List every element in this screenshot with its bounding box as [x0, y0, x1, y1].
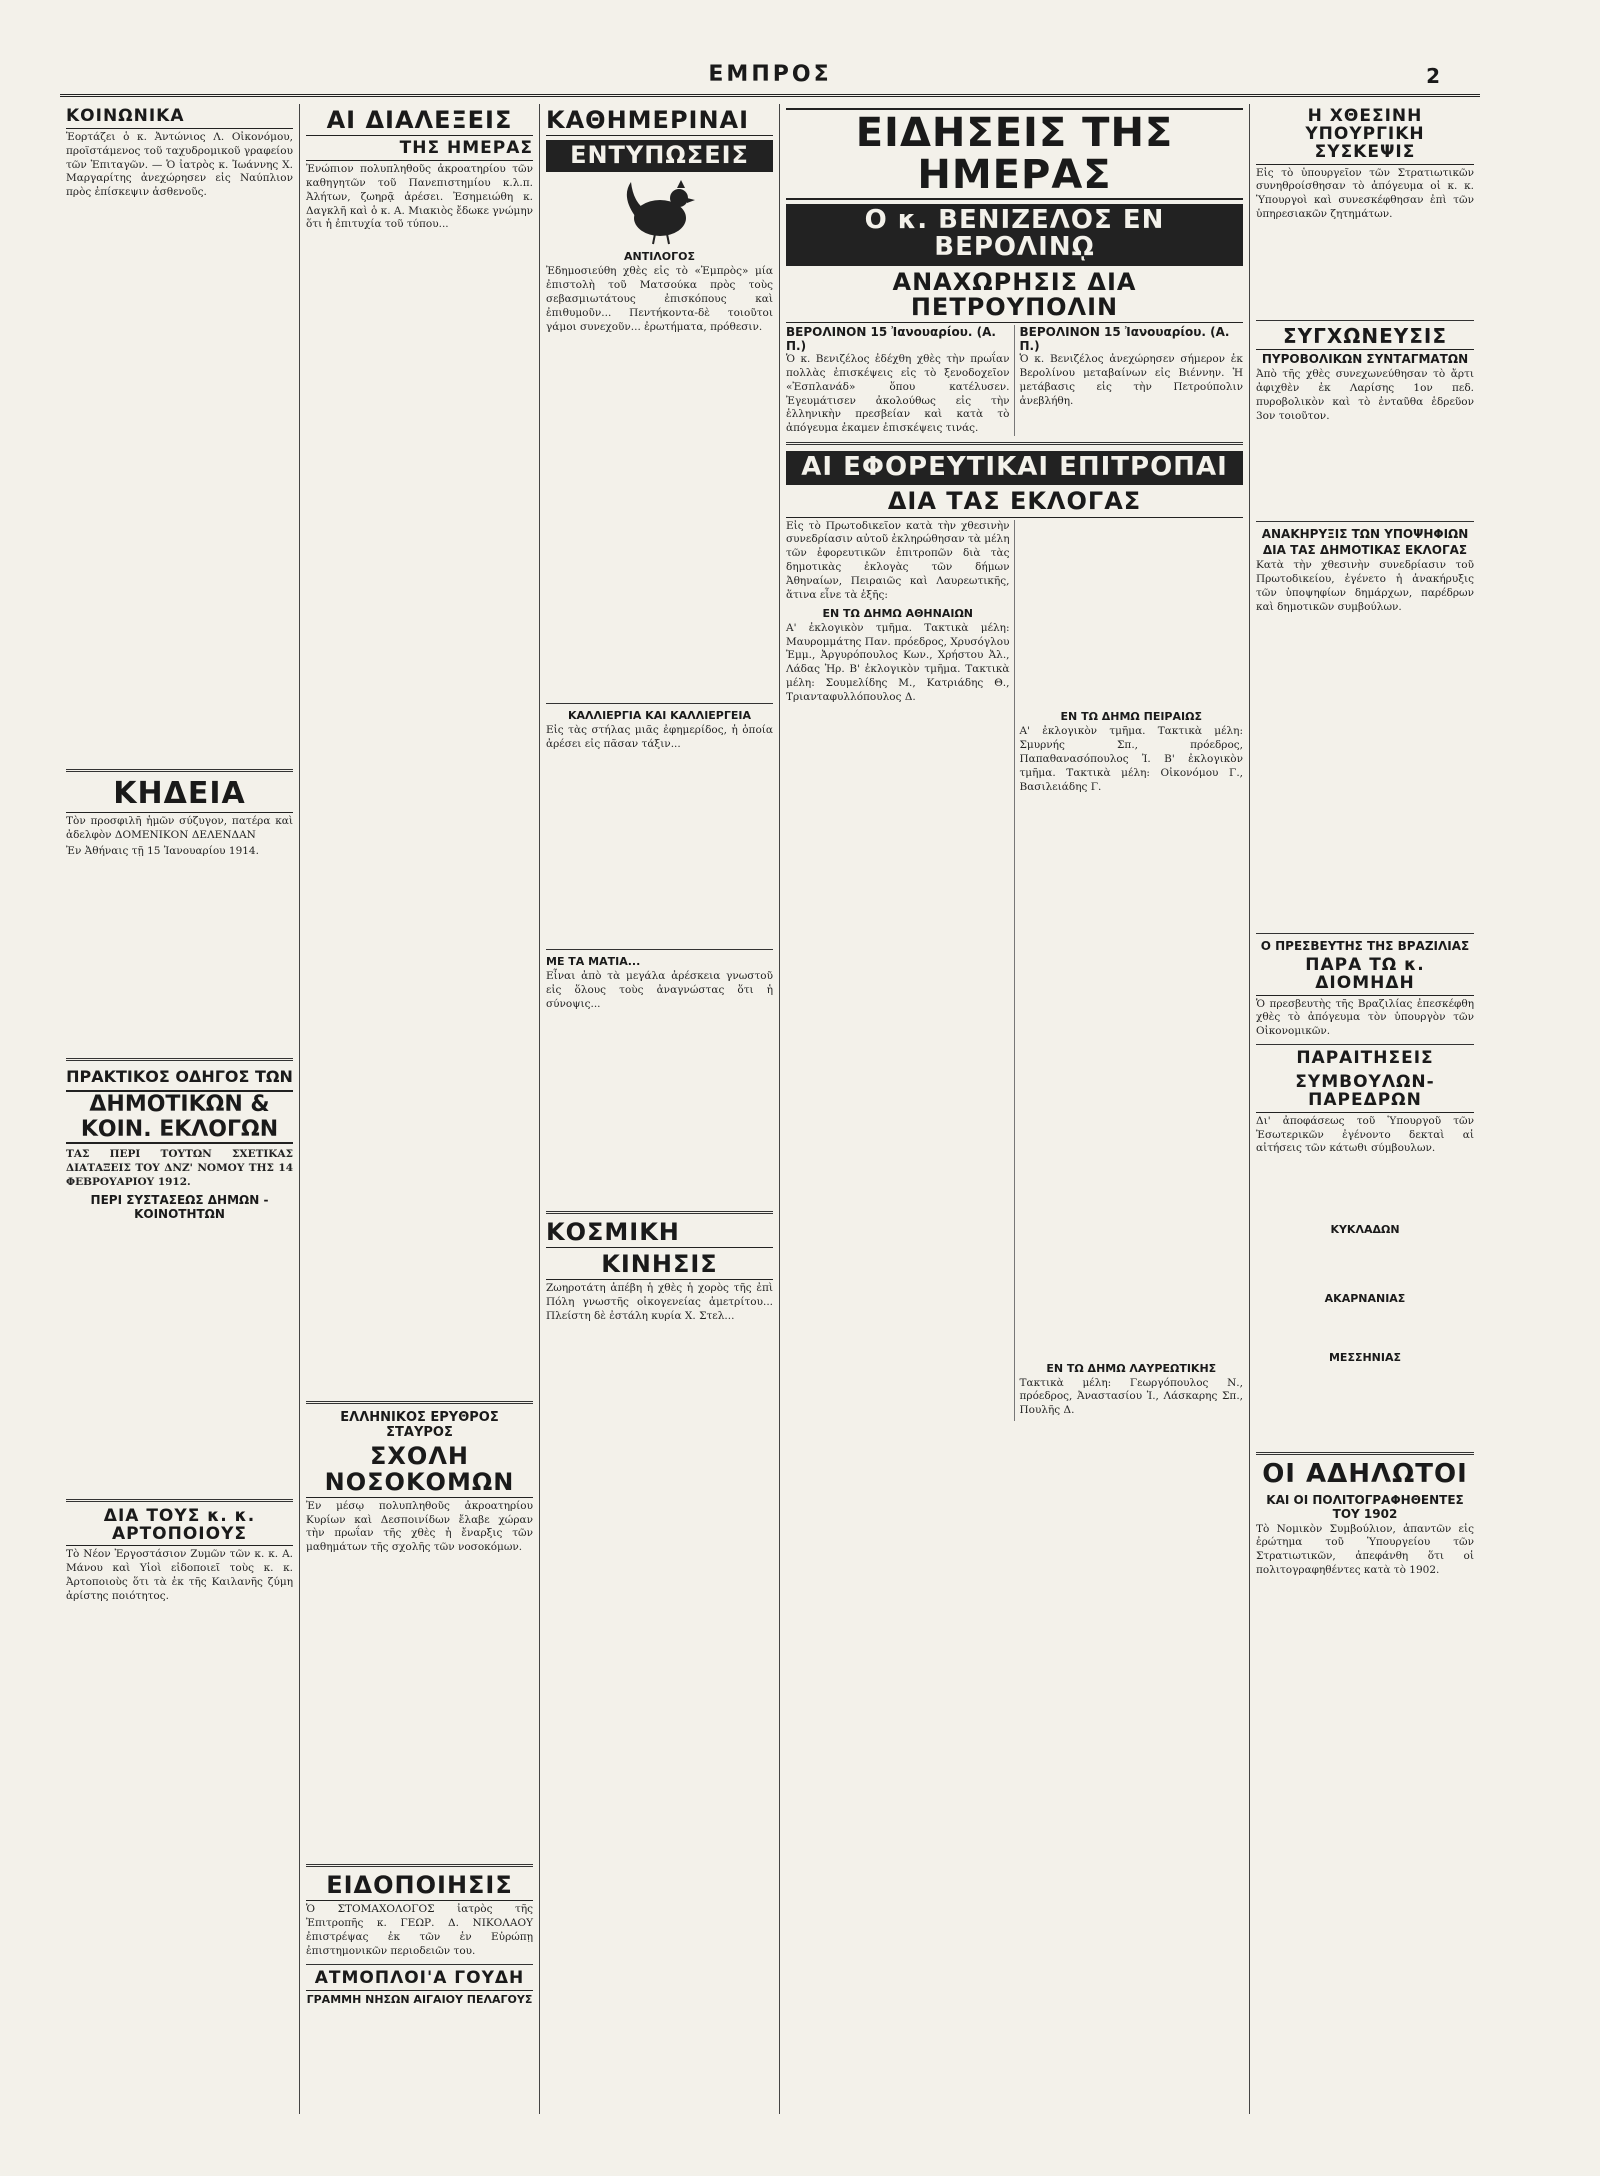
daily-heading: ΚΑΘΗΜΕΡΙΝΑΙ: [546, 108, 773, 136]
bakers-heading: ΔΙΑ ΤΟΥΣ κ. κ. ΑΡΤΟΠΟΙΟΥΣ: [66, 1508, 293, 1547]
divider: [786, 442, 1243, 445]
nursing-school-text: Ἐν μέσῳ πολυπληθοῦς ἀκροατηρίου Κυρίων καὶ Δεσποινίδων ἔλαβε χώραν τὴν πρωΐαν τῆς χθὲς ἡ ἔναρξις τῶν μαθημάτων τῆς σχολῆς τῶν νοσοκόμων.: [306, 1499, 533, 1554]
divider: [1256, 933, 1474, 934]
notice-text: Ὁ ΣΤΟΜΑΧΟΛΟΓΟΣ ἰατρὸς τῆς Ἐπιτροπῆς κ. ΓΕΩΡ. Δ. ΝΙΚΟΛΑΟΥ ἐπιστρέψας ἐκ τῶν ἐν Εὐρώπῃ ἐπιστημονικῶν περιοδειῶν του.: [306, 1903, 533, 1957]
merger-heading: ΣΥΓΧΩΝΕΥΣΙΣ: [1256, 326, 1474, 350]
undeclared-heading: ΟΙ ΑΔΗΛΩΤΟΙ: [1262, 1459, 1468, 1490]
athens-text: Α' ἐκλογικὸν τμῆμα. Τακτικὰ μέλη: Μαυρομμάτης Παν. πρόεδρος, Χρυσόγλου Ἐμμ., Ἀργυρόπουλος Κων., Χρήστου Ἀλ., Λάδας Ἠρ. Β' ἐκλογικὸν τμῆμα. Τακτικὰ μέλη: Σουμελίδης Μ., Κατριάδης Θ., Τριανταφυλλόπουλος Δ.: [786, 621, 1010, 704]
candidates-text: Κατὰ τὴν χθεσινὴν συνεδρίασιν τοῦ Πρωτοδικείου, ἐγένετο ἡ ἀνακήρυξις τῶν ὑποψηφίων δημάρχων, παρέδρων καὶ δημοτικῶν συμβούλων.: [1256, 559, 1474, 613]
red-cross-heading: ΕΛΛΗΝΙΚΟΣ ΕΡΥΘΡΟΣ ΣΤΑΥΡΟΣ: [340, 1410, 499, 1441]
committees-intro: Εἰς τὸ Πρωτοδικεῖον κατὰ τὴν χθεσινὴν συνεδρίασιν αὐτοῦ ἐκληρώθησαν τὰ μέλη τῶν ἐφορευτικῶν ἐπιτροπῶν διὰ τὰς δημοτικὰς ἐκλογὰς τῶν δήμων Ἀθηναίων, Πειραιῶς καὶ Λαυρεωτικῆς, ἅτινα εἶνε τὰ ἑξῆς:: [786, 519, 1010, 601]
newspaper-page: [60, 60, 1480, 2120]
athens-heading: ΕΝ ΤΩ ΔΗΜΩ ΑΘΗΝΑΙΩΝ: [822, 606, 974, 620]
kidia-date: Ἐν Ἀθήναις τῇ 15 Ἰανουαρίου 1914.: [66, 845, 259, 858]
kalliergeia-filler: [546, 754, 773, 944]
divider: [546, 1211, 773, 1214]
rooster-illustration-icon: [615, 176, 705, 246]
divider: [1256, 320, 1474, 321]
cyclades-heading: ΚΥΚΛΑΔΩΝ: [1330, 1223, 1400, 1237]
column-1-filler: [66, 203, 293, 763]
column-5: [1250, 104, 1480, 2114]
story-text-2: Ὁ κ. Βενιζέλος ἀνεχώρησεν σήμερον ἐκ Βερολίνου μεταβαίνων εἰς Βιέννην. Ἡ μετάβασις εἰς τὴν Πετρούπολιν ἀνεβλήθη.: [1019, 352, 1243, 407]
kalliergeia-text: Εἰς τὰς στήλας μιᾶς ἐφημερίδος, ἡ ὁποία ἀρέσει εἰς πᾶσαν τάξιν...: [546, 723, 773, 750]
news-heading: ΕΙΔΗΣΕΙΣ ΤΗΣ ΗΜΕΡΑΣ: [786, 108, 1243, 200]
notice-heading: ΕΙΔΟΠΟΙΗΣΙΣ: [306, 1873, 533, 1901]
guide-filler: [66, 1223, 293, 1493]
kidia-heading: ΚΗΔΕΙΑ: [66, 778, 293, 813]
shipping-heading: ΑΤΜΟΠΛΟΙ'Α ΓΟΥΔΗ: [306, 1970, 533, 1991]
messinia-filler: [1256, 1366, 1474, 1446]
guide-title: ΔΗΜΟΤΙΚΩΝ & ΚΟΙΝ. ΕΚΛΟΓΩΝ: [66, 1090, 293, 1144]
eyes-filler: [546, 1015, 773, 1205]
akarnania-filler: [1256, 1307, 1474, 1347]
cyclades-filler: [1256, 1238, 1474, 1288]
masthead: [60, 60, 1480, 97]
piraeus-filler: [1020, 798, 1244, 1358]
cabinet-filler: [1256, 225, 1474, 315]
impressions-text: Ἐδημοσιεύθη χθὲς εἰς τὸ «Ἐμπρὸς» μία ἐπιστολὴ τοῦ Ματσούκα πρὸς τοὺς σεβασμιωτάτους ἐπισκόπους καὶ ἐπιθυμοῦν... Πεντήκοντα-δὲ τοιοῦτοι γάμοι συνεχοῦν... ἐρωτήματα, πρόθεσιν.: [546, 265, 773, 333]
committees-body: [786, 520, 1243, 1422]
story-text-1: Ὁ κ. Βενιζέλος ἐδέχθη χθὲς τὴν πρωΐαν πολλὰς ἐπισκέψεις εἰς τὸ ξενοδοχεῖον «Ἐσπλανάδ» ὅπου κατέλυσεν. Ἐγευμάτισεν ἀκολούθως εἰς τὴν ἑλληνικὴν πρεσβείαν καὶ κατὰ τὸ ἀπόγευμα ἐκαμεν ἐπισκέψεις τινάς.: [786, 352, 1010, 435]
resign-text: Δι' ἀποφάσεως τοῦ Ὑπουργοῦ τῶν Ἐσωτερικῶν ἐγένοντο δεκταὶ αἱ αἰτήσεις τῶν κάτωθι σύμβουλων.: [1256, 1114, 1474, 1155]
candidates-subheading: ΔΙΑ ΤΑΣ ΔΗΜΟΤΙΚΑΣ ΕΚΛΟΓΑΣ: [1262, 543, 1468, 558]
lectures-subheading: ΤΗΣ ΗΜΕΡΑΣ: [306, 140, 533, 161]
social-text: Ζωηροτάτη ἀπέβη ἡ χθὲς ἡ χορὸς τῆς ἐπὶ Πόλη γνωστῆς οἰκογενείας ἀμετρίτου... Πλείστη δὲ ἐστάλη κυρία Χ. Στελ...: [546, 1282, 773, 1323]
messinia-heading: ΜΕΣΣΗΝΙΑΣ: [1328, 1351, 1402, 1365]
page-number: 2: [1426, 64, 1440, 88]
divider: [1256, 1452, 1474, 1455]
column-1: [60, 104, 300, 2114]
undeclared-subheading: ΚΑΙ ΟΙ ΠΟΛΙΤΟΓΡΑΦΗΘΕΝΤΕΣ ΤΟΥ 1902: [1266, 1492, 1464, 1521]
lectures-filler: [306, 235, 533, 1395]
resign-heading: ΠΑΡΑΙΤΗΣΕΙΣ: [1296, 1048, 1434, 1069]
merger-subheading: ΠΥΡΟΒΟΛΙΚΩΝ ΣΥΝΤΑΓΜΑΤΩΝ: [1261, 351, 1469, 366]
candidates-heading: ΑΝΑΚΗΡΥΞΙΣ ΤΩΝ ΥΠΟΨΗΦΙΩΝ: [1261, 527, 1469, 542]
divider: [306, 1964, 533, 1965]
divider: [546, 703, 773, 704]
cabinet-heading: Η ΧΘΕΣΙΝΗ ΥΠΟΥΡΓΙΚΗ ΣΥΣΚΕΨΙΣ: [1256, 108, 1474, 165]
column-3: [540, 104, 780, 2114]
dateline-2: ΒΕΡΟΛΙΝΟΝ 15 Ἰανουαρίου. (Α. Π.): [1019, 324, 1230, 353]
committees-subheading: ΔΙΑ ΤΑΣ ΕΚΛΟΓΑΣ: [786, 489, 1243, 517]
shipping-subheading: ΓΡΑΜΜΗ ΝΗΣΩΝ ΑΙΓΑΙΟΥ ΠΕΛΑΓΟΥΣ: [306, 1992, 533, 2006]
venizelos-headline: Ο κ. ΒΕΝΙΖΕΛΟΣ ΕΝ ΒΕΡΟΛΙΝῼ: [786, 204, 1243, 266]
social-subheading: ΚΙΝΗΣΙΣ: [546, 1252, 773, 1280]
venizelos-subhead: ΑΝΑΧΩΡΗΣΙΣ ΔΙΑ ΠΕΤΡΟΥΠΟΛΙΝ: [786, 270, 1243, 323]
resign-filler: [1256, 1159, 1474, 1219]
kidia-text: Τὸν προσφιλῆ ἡμῶν σύζυγον, πατέρα καὶ ἀδελφὸν ΔΟΜΕΝΙΚΟΝ ΔΕΛΕΝΔΑΝ: [66, 814, 293, 841]
divider: [1256, 1044, 1474, 1045]
merger-filler: [1256, 426, 1474, 516]
eyes-heading: ΜΕ ΤΑ ΜΑΤΙΑ...: [546, 955, 641, 969]
ambassador-text: Ὁ πρεσβευτὴς τῆς Βραζιλίας ἐπεσκέφθη χθὲς τὸ ἀπόγευμα τὸν ὑπουργὸν τῶν Οἰκονομικῶν.: [1256, 997, 1474, 1038]
piraeus-text: Α' ἐκλογικὸν τμῆμα. Τακτικὰ μέλη: Σμυρνής Σπ., πρόεδρος, Παπαθανασόπουλος Ἰ. Β' ἐκλογικὸν τμῆμα. Τακτικὰ μέλη: Οἰκονόμου Γ., Βασιλειάδης Γ.: [1019, 725, 1243, 793]
resign-subheading: ΣΥΜΒΟΥΛΩΝ-ΠΑΡΕΔΡΩΝ: [1256, 1074, 1474, 1113]
nursing-school-filler: [306, 1558, 533, 1858]
guide-label: ΠΡΑΚΤΙΚΟΣ ΟΔΗΓΟΣ ΤΩΝ: [66, 1067, 293, 1087]
lavrio-heading: ΕΝ ΤΩ ΔΗΜΩ ΛΑΥΡΕΩΤΙΚΗΣ: [1046, 1361, 1217, 1375]
ambassador-subheading: ΠΑΡΑ ΤΩ κ. ΔΙΟΜΗΔΗ: [1256, 957, 1474, 996]
akarnania-heading: ΑΚΑΡΝΑΝΙΑΣ: [1324, 1292, 1406, 1306]
impressions-heading: ΕΝΤΥΠΩΣΕΙΣ: [546, 140, 773, 172]
impressions-filler: [546, 338, 773, 698]
merger-text: Ἀπὸ τῆς χθὲς συνεχωνεύθησαν τὸ ἄρτι ἀφιχθὲν ἐκ Λαρίσης 1ον πεδ. πυροβολικὸν καὶ τὸ ἐνταῦθα ἑδρεῦον 3ον τοιοῦτον.: [1256, 367, 1474, 422]
column-2: [300, 104, 540, 2114]
piraeus-heading: ΕΝ ΤΩ ΔΗΜΩ ΠΕΙΡΑΙΩΣ: [1060, 710, 1202, 724]
guide-subtitle: ΠΕΡΙ ΣΥΣΤΑΣΕΩΣ ΔΗΜΩΝ - ΚΟΙΝΟΤΗΤΩΝ: [90, 1192, 269, 1221]
kicker: ΑΝΤΙΛΟΓΟΣ: [623, 250, 696, 264]
eyes-text: Εἶναι ἀπὸ τὰ μεγάλα ἀρέσκεια γνωστοῦ εἰς ὅλους τοὺς ἀναγνώστας ὅτι ἡ σύνοψις...: [546, 970, 773, 1011]
candidates-filler: [1256, 618, 1474, 928]
dateline-1: ΒΕΡΟΛΙΝΟΝ 15 Ἰανουαρίου. (Α. Π.): [786, 324, 996, 353]
cabinet-text: Εἰς τὸ ὑπουργεῖον τῶν Στρατιωτικῶν συνηθροίσθησαν τὸ ἀπόγευμα οἱ κ. κ. Ὑπουργοὶ καὶ συνεσκέφθησαν ἐπὶ τῶν ὑπηρεσιακῶν ζητημάτων.: [1256, 166, 1474, 221]
lectures-text: Ἐνώπιον πολυπληθοῦς ἀκροατηρίου τῶν καθηγητῶν τοῦ Πανεπιστημίου κ.λ.π. Ἀλήτων, ζωηρᾷ ἀρέσει. Ἐσημειώθη κ. Δαγκλῆ καὶ ὁ κ. Α. Μιακιὸς ἔδωκε γνώμην ὅτι ἡ ἐπιτυχία τοῦ τύπου...: [306, 163, 533, 231]
kidia-filler: [66, 862, 293, 1052]
committees-heading: ΑΙ ΕΦΟΡΕΥΤΙΚΑΙ ΕΠΙΤΡΟΠΑΙ: [786, 451, 1243, 485]
social-heading: ΚΟΣΜΙΚΗ: [546, 1220, 773, 1248]
kalliergeia-heading: ΚΑΛΛΙΕΡΓΙΑ ΚΑΙ ΚΑΛΛΙΕΡΓΕΙΑ: [568, 708, 751, 722]
bakers-text: Τὸ Νέον Ἐργοστάσιον Ζυμῶν τῶν κ. κ. Α. Μάνου καὶ Υἱοὶ εἰδοποιεῖ τοὺς κ. κ. Ἀρτοποιοὺς ὅτι τὰ ἐκ τῆς Καιλανῆς ζύμη ἀρίστης ποιότητος.: [66, 1548, 293, 1603]
guide-law: ΤΑΣ ΠΕΡΙ ΤΟΥΤΩΝ ΣΧΕΤΙΚΑΣ ΔΙΑΤΑΞΕΙΣ ΤΟΥ ΔΝΖ' ΝΟΜΟΥ ΤΗΣ 14 ΦΕΒΡΟΥΑΡΙΟΥ 1912.: [66, 1148, 293, 1188]
divider: [66, 769, 293, 772]
divider: [1256, 521, 1474, 522]
divider: [546, 949, 773, 950]
nursing-school-heading: ΣΧΟΛΗ ΝΟΣΟΚΟΜΩΝ: [306, 1444, 533, 1497]
divider: [306, 1401, 533, 1404]
koinonika-text: Ἑορτάζει ὁ κ. Ἀντώνιος Λ. Οἰκονόμου, προϊστάμενος τοῦ ταχυδρομικοῦ γραφείου τῶν Ἐπιταγῶν. — Ὁ ἰατρὸς κ. Ἰωάννης Χ. Μαργαρίτης ἀνεχώρησεν εἰς Ναύπλιον πρὸς ἐπίσκεψιν ἀσθενοῦς.: [66, 130, 293, 199]
lectures-heading: ΑΙ ΔΙΑΛΕΞΕΙΣ: [306, 108, 533, 136]
column-4: [780, 104, 1250, 2114]
divider: [66, 1058, 293, 1061]
koinonika-heading: ΚΟΙΝΩΝΙΚΑ: [66, 108, 293, 129]
divider: [306, 1864, 533, 1867]
venizelos-story: [786, 325, 1243, 436]
paper-name: ΕΜΠΡΟΣ: [708, 62, 832, 87]
ambassador-heading: Ο ΠΡΕΣΒΕΥΤΗΣ ΤΗΣ ΒΡΑΖΙΛΙΑΣ: [1260, 938, 1470, 953]
lavrio-text: Τακτικὰ μέλη: Γεωργόπουλος Ν., πρόεδρος, Ἀναστασίου Ἰ., Λάσκαρης Σπ., Πουλῆς Δ.: [1019, 1376, 1243, 1417]
divider: [66, 1499, 293, 1502]
undeclared-text: Τὸ Νομικὸν Συμβούλιον, ἀπαντῶν εἰς ἐρώτημα τοῦ Ὑπουργείου τῶν Στρατιωτικῶν, ἀπεφάνθη ὅτι οἱ πολιτογραφηθέντες κατὰ τὸ 1902.: [1256, 1522, 1474, 1577]
